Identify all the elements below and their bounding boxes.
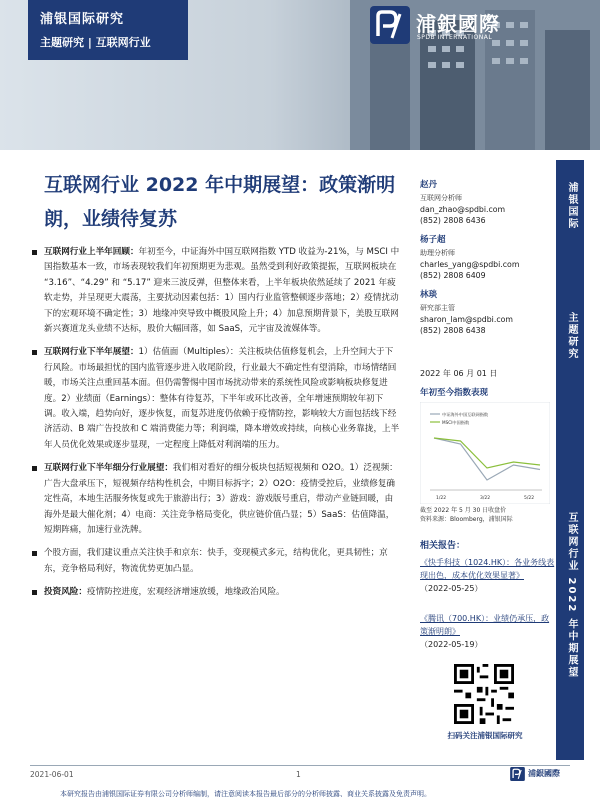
related-report-link[interactable]: 《腾讯（700.HK）：业绩仍承压，政策渐明朗》 (420, 614, 550, 636)
analyst-name: 杨子超 (420, 235, 446, 245)
chart-title: 年初至今指数表现 (420, 388, 489, 398)
analyst-email[interactable]: dan_zhao@spdbi.com (420, 205, 506, 214)
bullet-lead: 互联网行业下半年展望： (44, 347, 139, 358)
related-report-item[interactable] (420, 612, 556, 651)
chart-frame (420, 402, 550, 504)
bullet-text: 疫情防控进度，宏观经济增速放缓，地缘政治风险。 (86, 587, 285, 598)
spdbi-logo (370, 6, 520, 46)
bullet-marker (32, 350, 37, 355)
side-label-type: 主题研究 (566, 312, 577, 360)
spdbi-logo-icon (510, 767, 525, 781)
analyst-role: 助理分析师 (420, 249, 455, 257)
analyst-phone: (852) 2808 6438 (420, 326, 486, 335)
legend-label-msci: MSCI中国指数 (442, 420, 470, 425)
report-date: 2022 年 06 月 01 日 (420, 369, 498, 378)
bullet-lead: 互联网行业上半年回顾： (44, 247, 139, 257)
analyst-name: 赵丹 (420, 180, 438, 190)
bullet-text: 年初至今，中证海外中国互联网指数 YTD 收益为-21%，与 MSCI 中国指数基本一致，市场表现较我们年初预期更为悲观。虽然受到利好政策提振，互联网板块在 “3.16”、“4.29” 和 “5.17” 迎来三波反弹，但整体来看，上半年板块依然延续了 2021 年疲软走势，并呈现更大震荡，主要扰动因素包括：1）国内行业监管整顿逐步落地；2）疫情扰动下的宏观环境不确定性；3）地缘冲突导致中概股风险上升；4）加息预期背景下，美股互联网新兴赛道龙头业绩不达标，股价大幅回落，如 SaaS，元宇宙及流媒体等。 (44, 247, 400, 335)
x-tick-label: 3/22 (480, 496, 491, 501)
footer-divider (30, 765, 570, 766)
bullet-marker (32, 590, 37, 595)
analyst-email[interactable]: sharon_lam@spdbi.com (420, 315, 513, 324)
analyst-card (420, 180, 550, 226)
legend-label-internet: 中证海外中国互联网指数 (442, 412, 489, 417)
bullet-text: 个股方面，我们建议重点关注快手和京东：快手，变现模式多元，结构优化，更具韧性；京东，竞争格局利好，物流优势更加凸显。 (44, 548, 388, 574)
logo-chinese: 浦銀國際 (416, 12, 500, 36)
analyst-card (420, 290, 550, 336)
bullet-h1-review (30, 245, 400, 337)
side-label-brand: 浦银国际 (566, 182, 577, 230)
analyst-phone: (852) 2808 6409 (420, 271, 486, 280)
chart-notes (420, 506, 554, 524)
bullet-text: 1）估值面（Multiples）：关注板块估值修复机会，上升空间大于下行风险。市场最担忧的国内监管逐步进入收尾阶段，行业最大不确定性有望消除，市场情绪回暖，市场关注点重回基本面。但仍需警惕中国市场扰动带来的系统性风险或影响板块修复进度。2）业绩面（Earnings）：整体有待复苏，下半年或环比改善，全年增速预期较年初下调。收入端，趋势向好，逐步恢复，而复苏进度仍依赖于疫情防控，影响较大方面包括线下经济活动、B 端广告投放和 C 端消费能力等；利润端，降本增效或持续，向核心业务靠拢，上半年人员优化效果或逐步显现，一定程度上降低对利润端的压力。 (44, 347, 400, 450)
x-tick-label: 1/22 (436, 496, 447, 501)
report-title: 互联网行业 2022 年中期展望：政策渐明朗，业绩待复苏 (44, 174, 396, 230)
brand-title: 浦银国际研究 (40, 12, 125, 27)
logo-english: SPDB INTERNATIONAL (417, 34, 493, 41)
bullet-subsector-outlook (30, 461, 400, 538)
bullet-marker (32, 466, 37, 471)
analyst-list (420, 180, 550, 345)
bullet-h2-outlook (30, 345, 400, 453)
brand-subtitle: 主题研究 | 互联网行业 (40, 36, 151, 49)
bullet-stock-picks (30, 546, 400, 577)
side-label-topic: 互联网行业 2022 年中期展望 (566, 512, 577, 679)
bullet-lead: 互联网行业下半年细分行业展望： (44, 463, 173, 474)
analyst-role: 互联网分析师 (420, 194, 462, 202)
bullet-marker (32, 551, 37, 556)
spdbi-logo-icon (370, 6, 410, 44)
side-strip (556, 160, 584, 760)
related-report-item[interactable] (420, 556, 556, 595)
bullet-marker (32, 250, 37, 255)
related-report-date: （2022-05-25） (420, 584, 483, 593)
analyst-email[interactable]: charles_yang@spdbi.com (420, 260, 520, 269)
qr-code (454, 664, 514, 724)
report-body (30, 245, 400, 609)
footer-logo (510, 766, 570, 782)
analyst-phone: (852) 2808 6436 (420, 216, 486, 225)
chart-note: 截至 2022 年 5 月 30 日收盘价 (420, 507, 507, 514)
related-reports-title: 相关报告： (420, 541, 466, 551)
x-tick-label: 5/22 (524, 496, 535, 501)
chart-source: 资料来源：Bloomberg，浦银国际 (420, 516, 513, 523)
analyst-card (420, 235, 550, 281)
related-report-date: （2022-05-19） (420, 640, 483, 649)
analyst-role: 研究部主管 (420, 304, 455, 312)
bullet-lead: 投资风险： (44, 587, 87, 598)
report-header (0, 0, 600, 150)
page-number: 1 (296, 770, 301, 779)
footer-logo-text: 浦銀國際 (528, 769, 560, 778)
related-report-link[interactable]: 《快手科技（1024.HK）：各业务线表现出色，成本优化效果显著》 (420, 558, 555, 580)
qr-caption: 扫码关注浦银国际研究 (447, 731, 523, 740)
analyst-name: 林琰 (420, 290, 438, 300)
index-performance-chart (420, 402, 550, 504)
footer-date: 2021-06-01 (30, 770, 74, 779)
bullet-text: 我们相对看好的细分板块包括短视频和 O2O。1）泛视频：广告大盘承压下，短视频存结构性机会，中期目标拆字；2）O2O：疫情受控后，业绩修复确定性高，本地生活服务恢复或先于旅游出行；3）游戏：游戏版号重启，带动产业链回暖，由海外是最大催化剂；4）电商：关注竞争格局变化，供应链价值凸显；5）SaaS：估值降温，短期阵痛，加速行业洗牌。 (44, 463, 398, 535)
bullet-risks (30, 585, 400, 600)
disclaimer: 本研究报告由浦银国际证券有限公司分析师编制，请注意阅读本报告最后部分的分析师披露、商业关系披露及免责声明。 (60, 790, 431, 798)
